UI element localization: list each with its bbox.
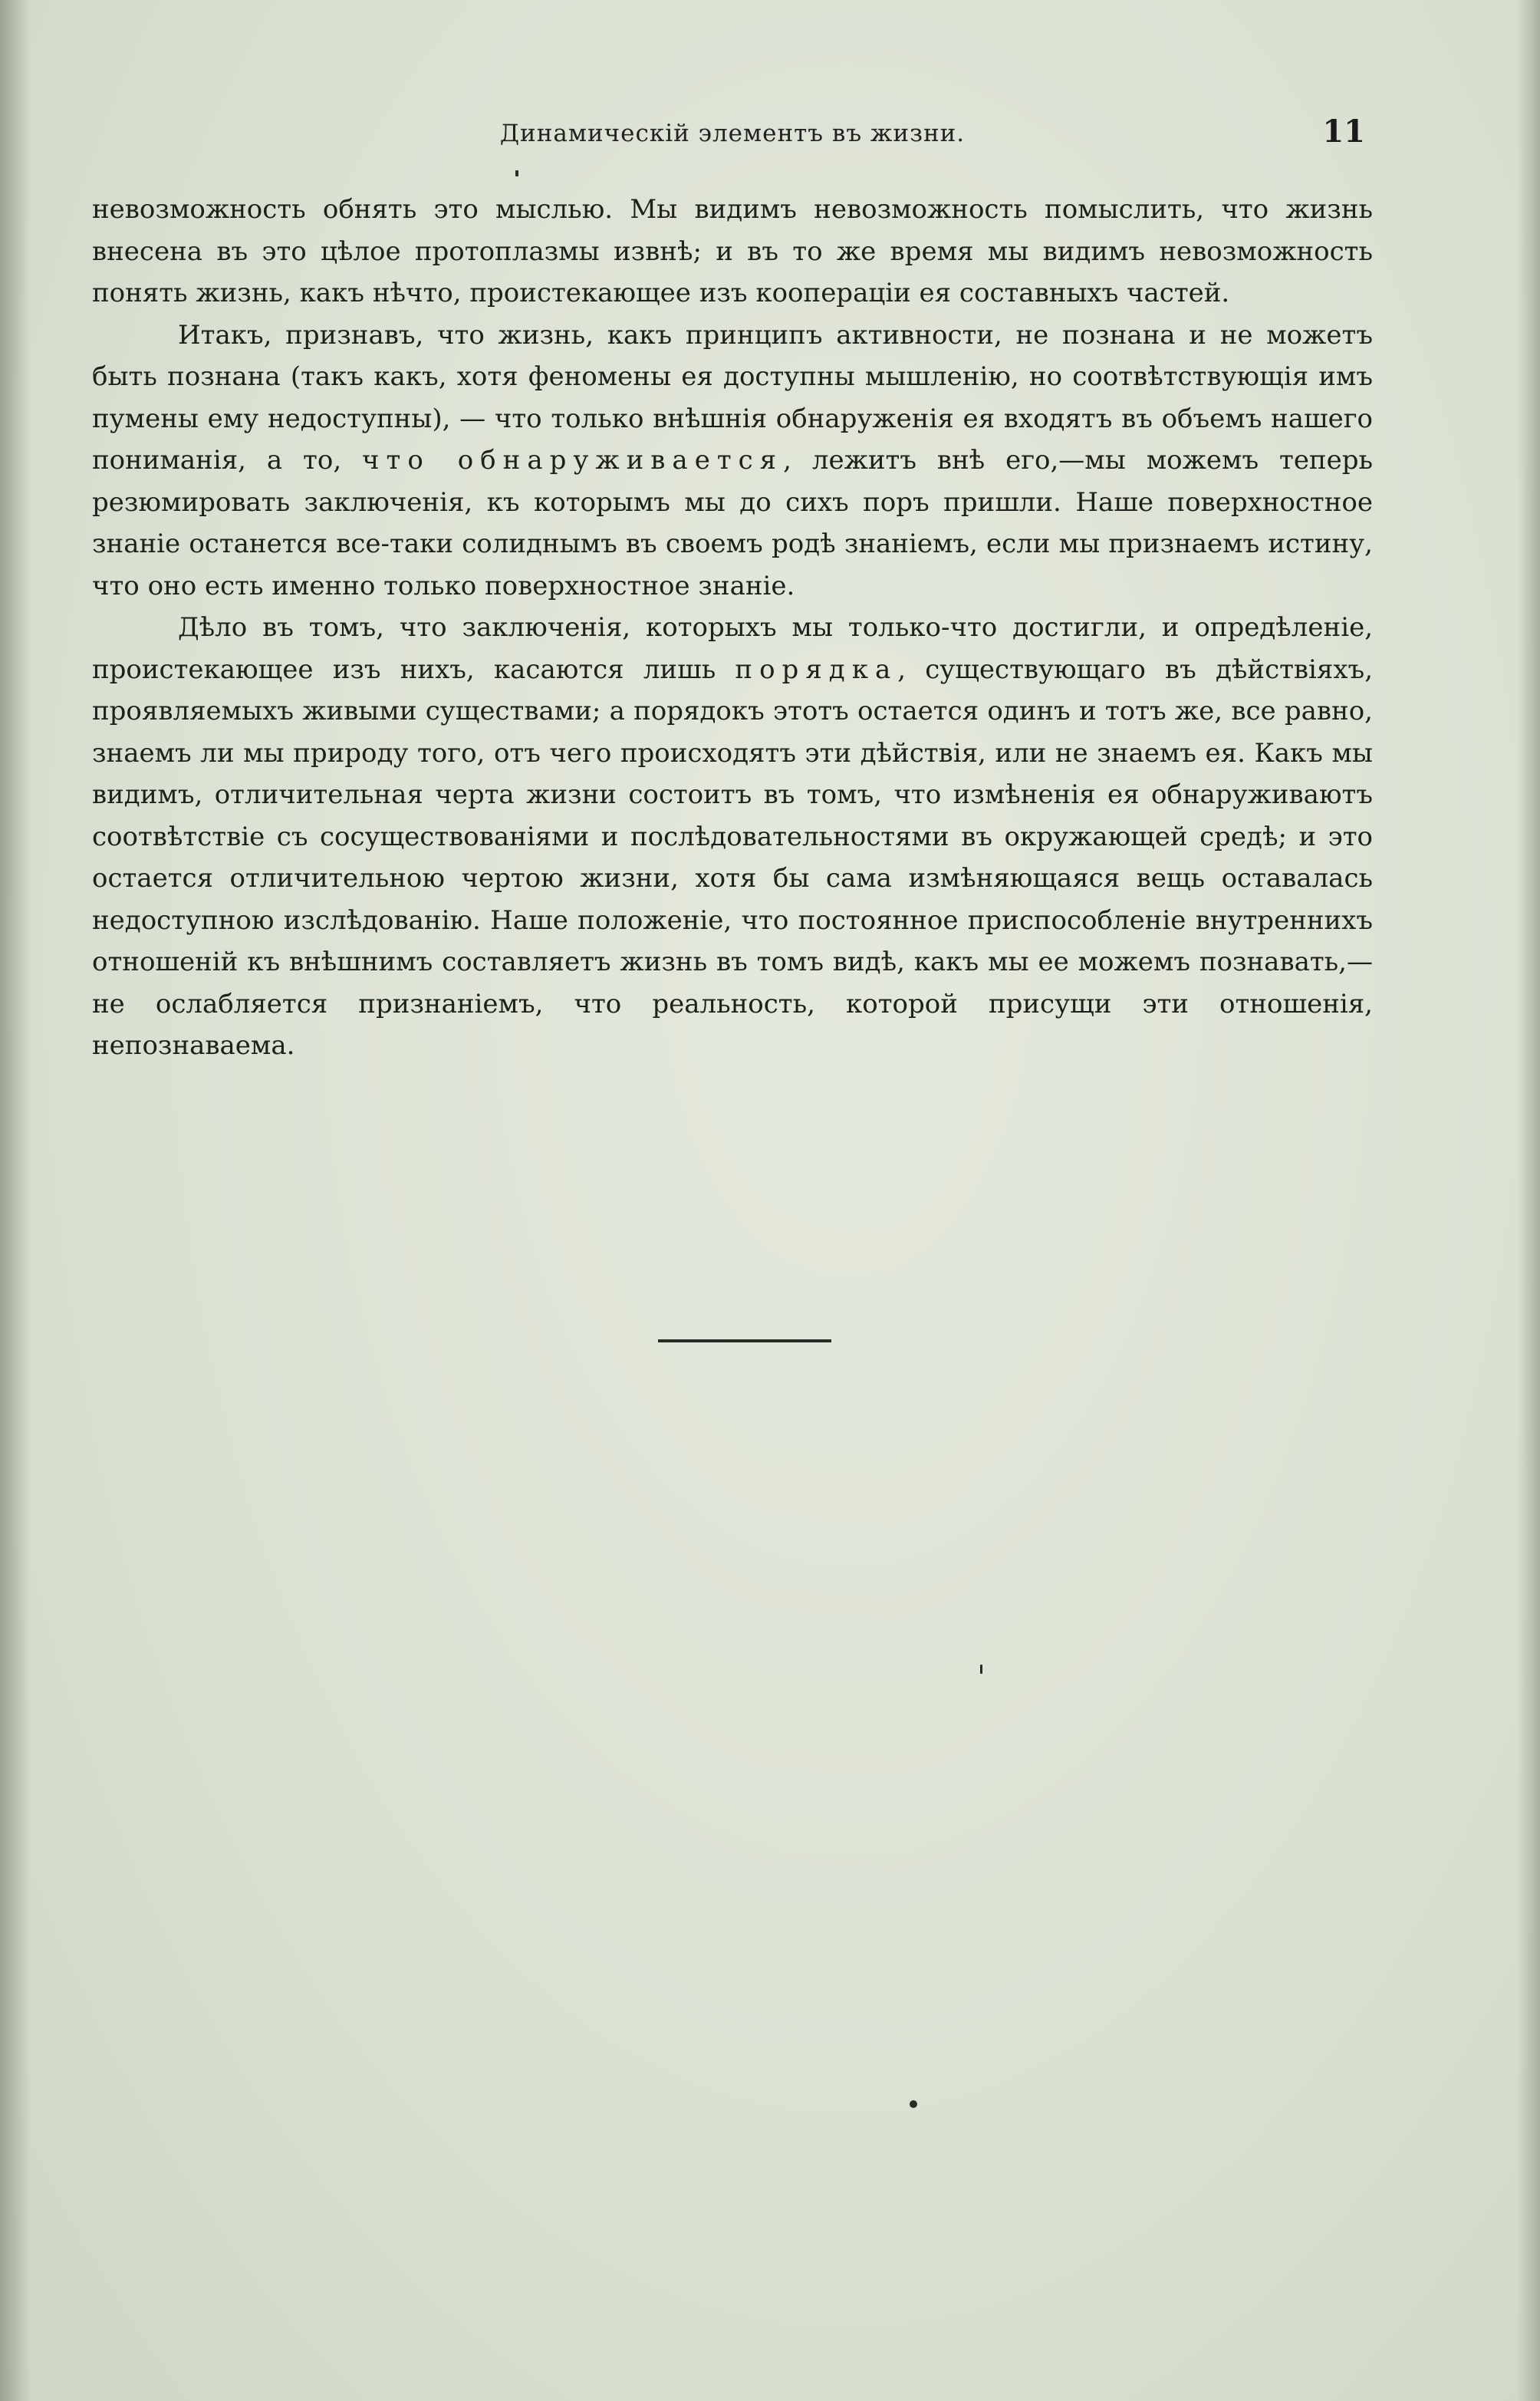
paper-speck (910, 2100, 917, 2108)
paragraph-3-spaced-emphasis: порядка (735, 654, 898, 685)
paragraph-2 (92, 315, 1373, 608)
end-rule (658, 1339, 831, 1342)
paragraph-1: невозможность обнять это мыслью. Мы видимъ невозможность помыслить, что жизнь внесена въ это цѣлое протоплазмы извнѣ; и въ то же время мы видимъ невозможность понять жизнь, какъ нѣчто, проистекающее изъ кооперацiи ея составныхъ частей. (92, 194, 1373, 308)
paragraph-3-part-b: , существующаго въ дѣйствiяхъ, проявляемыхъ живыми существами; а порядокъ этотъ остается одинъ и тотъ же, все равно, знаемъ ли мы природу того, отъ чего происходятъ эти дѣйствiя, или не знаемъ ея. Какъ мы видимъ, отличительная черта жизни состоитъ въ томъ, что измѣненiя ея обнаруживаютъ соотвѣтствiе съ сосуществованiями и послѣдовательностями въ окружающей средѣ; и это остается отличительною чертою жизни, хотя бы сама измѣняющаяся вещь оставалась недоступною изслѣдованiю. Наше положенiе, что постоянное приспособленiе внутреннихъ отношенiй къ внѣшнимъ составляетъ жизнь въ томъ видѣ, какъ мы ее можемъ познавать,—не ослабляется признанiемъ, что реальность, которой присущи эти отношенiя, непознаваема. (92, 654, 1373, 1061)
text-body (92, 189, 1373, 1067)
paragraph-2-spaced-emphasis: что обнаруживается (362, 445, 784, 476)
page-edge-shadow-left (0, 0, 31, 2401)
paragraph-3-part-a: Дѣло въ томъ, что заключенiя, которыхъ мы только-что достигли, и опредѣленiе, проистекающее изъ нихъ, касаются лишь (92, 612, 1373, 685)
paragraph-2-part-b: , лежитъ внѣ его,—мы можемъ теперь резюмировать заключенiя, къ которымъ мы до сихъ поръ пришли. Наше поверхностное знанiе останется все-таки солиднымъ въ своемъ родѣ знанiемъ, если мы признаемъ истину, что оно есть именно только поверхностное знанiе. (92, 445, 1373, 601)
paper-speck (980, 1665, 982, 1674)
page-number: 11 (1322, 114, 1365, 150)
running-title: Динамическій элементъ въ жизни. (499, 120, 966, 147)
paragraph-3 (92, 607, 1373, 1067)
paper-speck (515, 170, 518, 176)
page-edge-shadow-right (1517, 0, 1540, 2401)
paragraph-2-part-a: Итакъ, признавъ, что жизнь, какъ принципъ активности, не познана и не можетъ быть познана (такъ какъ, хотя феномены ея доступны мышленiю, но соотвѣтствующiя имъ пумены ему недоступны), — что только внѣшнiя обнаруженiя ея входятъ въ объемъ нашего пониманiя, а то, (92, 319, 1373, 476)
running-head (92, 114, 1373, 152)
